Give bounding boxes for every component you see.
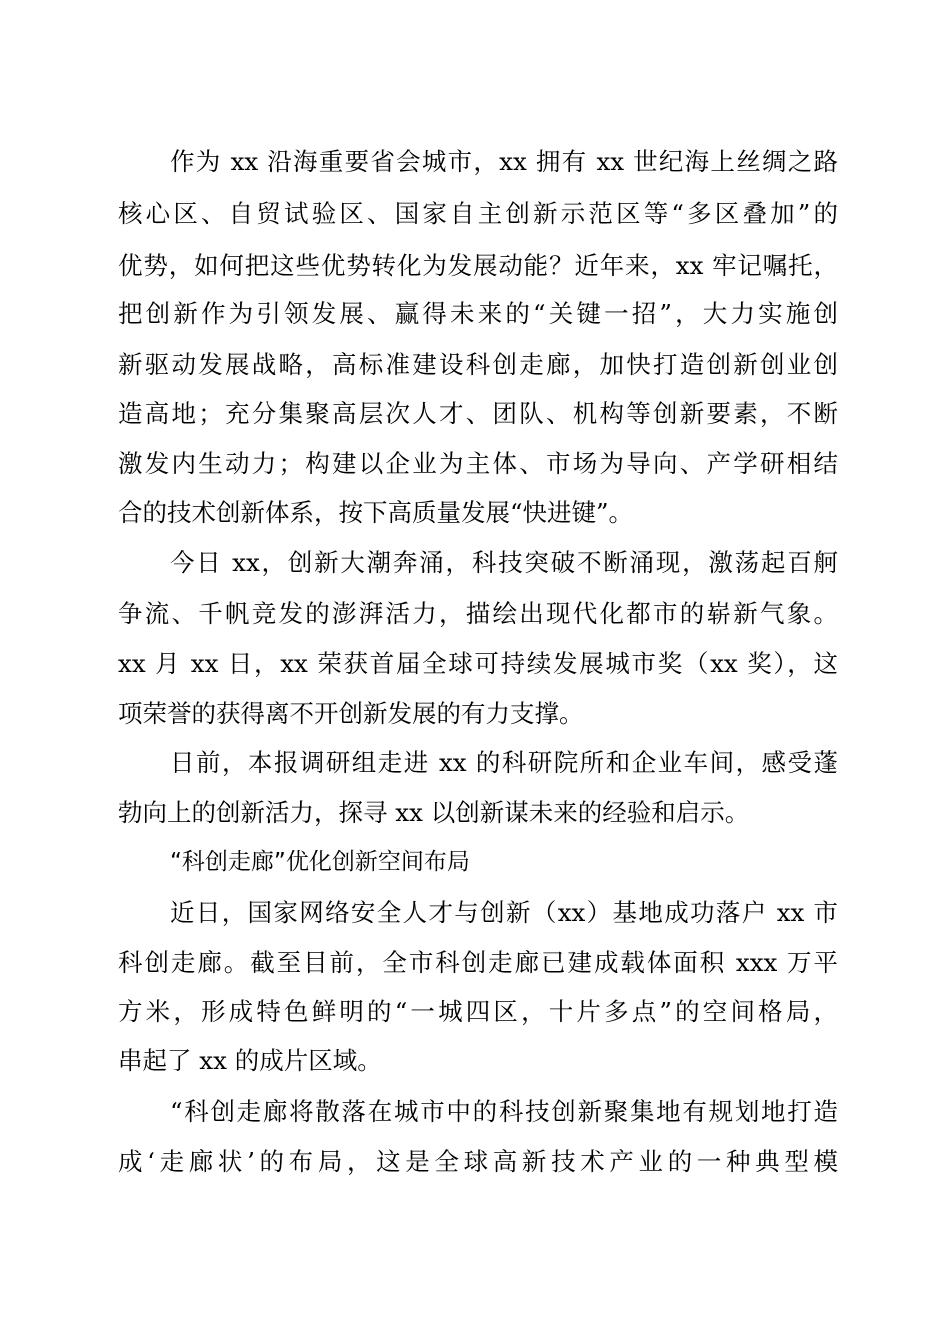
paragraph-3-line-2: 勃向上的创新活力，探寻 xx 以创新谋未来的经验和启示。 bbox=[118, 798, 750, 827]
paragraph-2-line-4: 项荣誉的获得离不开创新发展的有力支撑。 bbox=[118, 699, 584, 728]
paragraph-2-line-2: 争流、千帆竞发的澎湃活力，描绘出现代化都市的崭新气象。 bbox=[118, 599, 838, 628]
paragraph-4-line-3: 方米，形成特色鲜明的“一城四区，十片多点”的空间格局， bbox=[118, 997, 838, 1026]
paragraph-1-line-3: 优势，如何把这些优势转化为发展动能？近年来，xx 牢记嘱托， bbox=[118, 251, 838, 280]
paragraph-1-line-4: 把创新作为引领发展、赢得未来的“关键一招”，大力实施创 bbox=[118, 299, 838, 328]
paragraph-1-line-8: 合的技术创新体系，按下高质量发展“快进键”。 bbox=[118, 498, 634, 527]
paragraph-1-line-2: 核心区、自贸试验区、国家自主创新示范区等“多区叠加”的 bbox=[118, 199, 838, 228]
paragraph-4-line-4: 串起了 xx 的成片区域。 bbox=[118, 1046, 382, 1075]
paragraph-2-line-3: xx 月 xx 日，xx 荣获首届全球可持续发展城市奖（xx 奖），这 bbox=[118, 649, 838, 678]
paragraph-1-line-5: 新驱动发展战略，高标准建设科创走廊，加快打造创新创业创 bbox=[118, 350, 838, 379]
paragraph-2-line-1: 今日 xx，创新大潮奔涌，科技突破不断涌现，激荡起百舸 bbox=[170, 548, 838, 577]
section-heading: “科创走廊”优化创新空间布局 bbox=[170, 849, 470, 875]
paragraph-1-line-7: 激发内生动力；构建以企业为主体、市场为导向、产学研相结 bbox=[118, 449, 838, 478]
paragraph-4-line-2: 科创走廊。截至目前，全市科创走廊已建成载体面积 xxx 万平 bbox=[118, 948, 838, 977]
paragraph-1-line-6: 造高地；充分集聚高层次人才、团队、机构等创新要素，不断 bbox=[118, 399, 838, 428]
paragraph-3-line-1: 日前，本报调研组走进 xx 的科研院所和企业车间，感受蓬 bbox=[170, 748, 838, 777]
paragraph-5-line-1: “科创走廊将散落在城市中的科技创新聚集地有规划地打造 bbox=[170, 1097, 838, 1126]
paragraph-5-line-2: 成‘走廊状’的布局，这是全球高新技术产业的一种典型模 bbox=[118, 1147, 838, 1176]
paragraph-1-line-1: 作为 xx 沿海重要省会城市，xx 拥有 xx 世纪海上丝绸之路 bbox=[170, 147, 838, 176]
paragraph-4-line-1: 近日，国家网络安全人才与创新（xx）基地成功落户 xx 市 bbox=[170, 898, 838, 927]
